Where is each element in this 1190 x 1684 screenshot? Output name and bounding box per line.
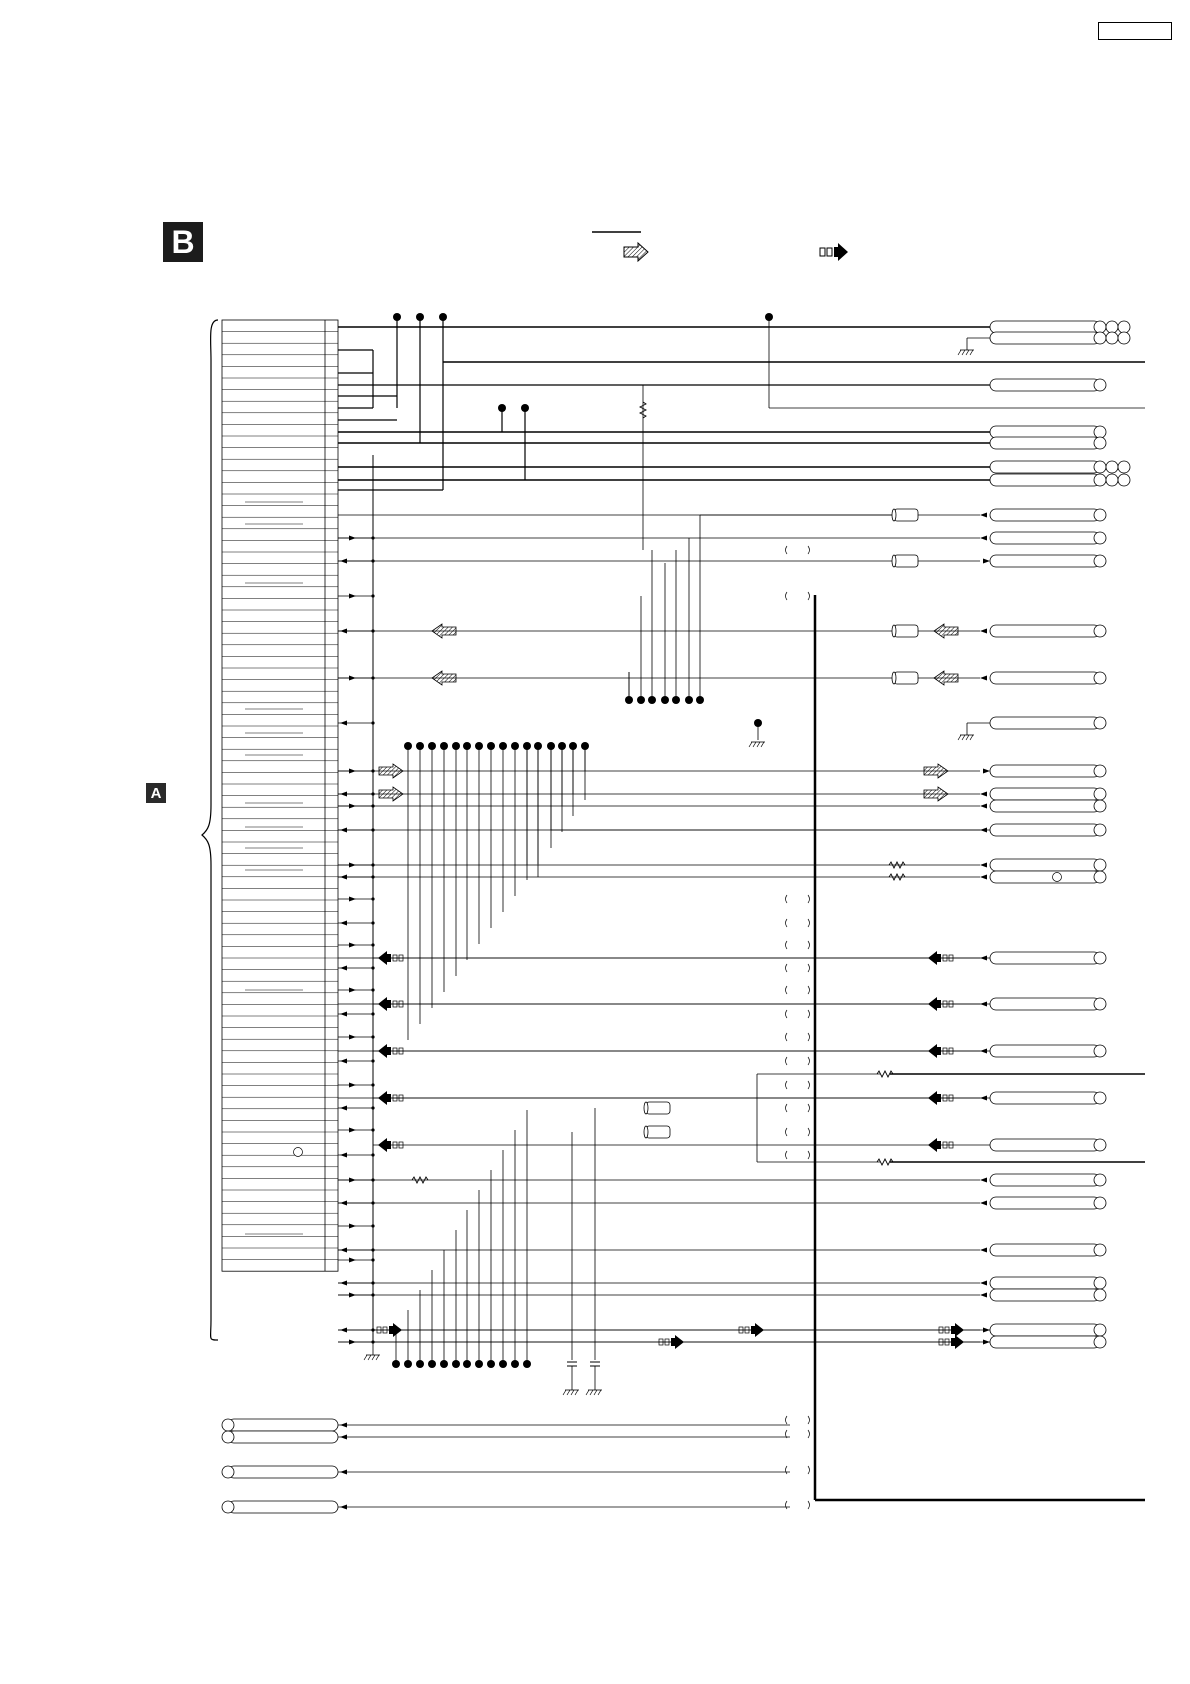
hatched-signal-arrow-icon — [379, 764, 403, 778]
crossover-mark — [786, 1081, 788, 1089]
hatched-signal-arrow-icon — [432, 671, 456, 685]
arrow-right-icon — [349, 1128, 356, 1133]
pin-marker — [294, 1148, 303, 1157]
junction-dot — [672, 696, 680, 704]
shield-icon — [892, 555, 918, 567]
connector-terminal — [990, 509, 1106, 521]
junction-node — [371, 921, 374, 924]
shield-icon — [892, 625, 918, 637]
dotted-signal-arrow-icon — [378, 1044, 403, 1058]
junction-node — [371, 1178, 374, 1181]
junction-dot — [428, 1360, 436, 1368]
junction-dot — [416, 1360, 424, 1368]
arrow-left-icon — [340, 1248, 347, 1253]
arrow-right-icon — [349, 943, 356, 948]
pin-marker — [1053, 873, 1062, 882]
crossover-mark — [808, 1466, 810, 1474]
crossover-mark — [808, 1128, 810, 1136]
arrow-left-icon — [340, 828, 347, 833]
junction-node — [371, 1035, 374, 1038]
arrow-left-icon — [340, 1201, 347, 1206]
arrow-left-icon — [340, 1153, 347, 1158]
arrow-right-icon — [349, 1340, 356, 1345]
connector-terminal — [990, 859, 1106, 871]
junction-node — [371, 769, 374, 772]
junction-dot — [416, 313, 424, 321]
ground-icon — [563, 1390, 579, 1395]
arrow-right-icon — [349, 676, 356, 681]
connector-terminal — [222, 1431, 338, 1443]
arrow-left-icon — [980, 536, 987, 541]
connector-terminal — [990, 1139, 1106, 1151]
junction-node — [371, 1128, 374, 1131]
dotted-signal-arrow-icon — [659, 1335, 684, 1349]
junction-node — [371, 629, 374, 632]
junction-dot — [393, 313, 401, 321]
connector-terminal — [990, 800, 1106, 812]
junction-dot — [392, 1360, 400, 1368]
junction-dot — [475, 742, 483, 750]
junction-node — [371, 1224, 374, 1227]
junction-node — [371, 536, 374, 539]
crossover-mark — [786, 895, 788, 903]
arrow-right-icon — [349, 1224, 356, 1229]
junction-node — [371, 1106, 374, 1109]
junction-dot — [547, 742, 555, 750]
arrow-right-icon — [983, 769, 990, 774]
connector-terminal — [222, 1501, 338, 1513]
dotted-signal-arrow-icon — [378, 1138, 403, 1152]
junction-node — [371, 804, 374, 807]
arrow-left-icon — [340, 1012, 347, 1017]
dotted-signal-arrow-icon — [928, 1138, 953, 1152]
junction-dot — [521, 404, 529, 412]
connector-terminal — [990, 824, 1106, 836]
arrow-left-icon — [980, 1201, 987, 1206]
hatched-signal-arrow-icon — [934, 671, 958, 685]
section-marker-b: B — [163, 222, 203, 262]
dotted-signal-arrow-icon — [378, 951, 403, 965]
connector-terminal — [990, 321, 1130, 333]
arrow-left-icon — [980, 676, 987, 681]
hatched-signal-arrow-icon — [934, 624, 958, 638]
junction-dot — [648, 696, 656, 704]
legend — [592, 232, 848, 261]
junction-dot — [416, 742, 424, 750]
section-marker-a: A — [146, 783, 166, 803]
connector-terminal — [990, 1092, 1106, 1104]
crossover-mark — [808, 1010, 810, 1018]
junction-dot — [439, 313, 447, 321]
junction-dot — [534, 742, 542, 750]
arrow-left-icon — [340, 559, 347, 564]
crossover-mark — [786, 964, 788, 972]
ground-icon — [586, 1390, 602, 1395]
connector-terminal — [222, 1419, 338, 1431]
arrow-left-icon — [340, 1106, 347, 1111]
crossover-mark — [808, 1151, 810, 1159]
arrow-right-icon — [349, 1258, 356, 1263]
crossover-mark — [786, 1416, 788, 1424]
junction-dot — [685, 696, 693, 704]
junction-node — [371, 828, 374, 831]
arrow-right-icon — [349, 1083, 356, 1088]
junction-node — [371, 943, 374, 946]
crossover-mark — [808, 1430, 810, 1438]
crossover-mark — [786, 1010, 788, 1018]
arrow-left-icon — [340, 721, 347, 726]
arrow-left-icon — [980, 875, 987, 880]
junction-dot — [581, 742, 589, 750]
connector-terminal — [990, 952, 1106, 964]
junction-dot — [511, 1360, 519, 1368]
connector-terminal — [990, 1244, 1106, 1256]
junction-node — [371, 676, 374, 679]
junction-dot — [463, 1360, 471, 1368]
junction-node — [371, 1083, 374, 1086]
arrow-right-icon — [349, 769, 356, 774]
junction-dot — [523, 1360, 531, 1368]
connector-terminal — [990, 532, 1106, 544]
arrow-left-icon — [980, 513, 987, 518]
arrow-right-icon — [349, 594, 356, 599]
connector-terminal — [990, 1324, 1106, 1336]
crossover-mark — [808, 895, 810, 903]
dotted-arrow-icon — [820, 243, 848, 261]
connector-terminal — [990, 871, 1106, 883]
crossover-mark — [786, 1151, 788, 1159]
hatched-signal-arrow-icon — [924, 787, 948, 801]
hatched-signal-arrow-icon — [432, 624, 456, 638]
arrow-right-icon — [349, 863, 356, 868]
junction-dot — [404, 742, 412, 750]
arrow-left-icon — [980, 1281, 987, 1286]
junction-node — [371, 1012, 374, 1015]
junction-node — [371, 1059, 374, 1062]
connector-terminal — [990, 474, 1130, 486]
junction-node — [371, 559, 374, 562]
crossover-mark — [808, 592, 810, 600]
ground-icon — [364, 1355, 380, 1360]
shield-icon — [892, 672, 918, 684]
arrow-left-icon — [340, 1328, 347, 1333]
crossover-mark — [808, 1416, 810, 1424]
arrow-left-icon — [340, 1435, 347, 1440]
connector-terminal — [990, 998, 1106, 1010]
junction-dot — [487, 742, 495, 750]
arrow-left-icon — [340, 966, 347, 971]
arrow-left-icon — [980, 792, 987, 797]
arrow-left-icon — [980, 863, 987, 868]
junction-dot — [511, 742, 519, 750]
junction-node — [371, 966, 374, 969]
arrow-left-icon — [980, 1178, 987, 1183]
crossover-mark — [786, 1501, 788, 1509]
junction-dot — [440, 1360, 448, 1368]
crossover-mark — [808, 1104, 810, 1112]
dotted-signal-arrow-icon — [739, 1323, 764, 1337]
arrow-left-icon — [980, 629, 987, 634]
connector-terminal — [990, 461, 1130, 473]
arrow-left-icon — [980, 1248, 987, 1253]
capacitor-icon — [590, 1362, 600, 1366]
dotted-signal-arrow-icon — [378, 997, 403, 1011]
hatched-arrow-icon — [624, 243, 648, 261]
connector-terminal — [990, 765, 1106, 777]
junction-dot — [625, 696, 633, 704]
arrow-left-icon — [980, 804, 987, 809]
crossover-mark — [786, 1104, 788, 1112]
junction-dot — [499, 742, 507, 750]
junction-node — [371, 1258, 374, 1261]
connector-terminal — [990, 1045, 1106, 1057]
arrow-left-icon — [340, 1505, 347, 1510]
junction-dot — [487, 1360, 495, 1368]
junction-dot — [637, 696, 645, 704]
arrow-left-icon — [340, 1423, 347, 1428]
junction-node — [371, 1293, 374, 1296]
connector-terminal — [990, 1174, 1106, 1186]
connector-terminal — [990, 1277, 1106, 1289]
crossover-mark — [808, 546, 810, 554]
arrow-left-icon — [340, 1281, 347, 1286]
junction-node — [371, 594, 374, 597]
connector-terminal — [990, 1197, 1106, 1209]
ground-icon — [958, 735, 974, 740]
connector-terminal — [990, 1289, 1106, 1301]
arrow-right-icon — [349, 1293, 356, 1298]
junction-node — [371, 792, 374, 795]
crossover-mark — [786, 546, 788, 554]
crossover-mark — [808, 1033, 810, 1041]
junction-node — [371, 863, 374, 866]
connector-terminal — [222, 1466, 338, 1478]
junction-dot — [452, 1360, 460, 1368]
arrow-right-icon — [349, 988, 356, 993]
junction-dot — [452, 742, 460, 750]
arrow-right-icon — [349, 536, 356, 541]
junction-dot — [558, 742, 566, 750]
connector-terminal — [990, 672, 1106, 684]
junction-node — [371, 988, 374, 991]
junction-dot — [428, 742, 436, 750]
terminals — [222, 321, 1130, 1513]
arrow-right-icon — [349, 1178, 356, 1183]
shield-icon — [892, 509, 918, 521]
arrow-left-icon — [340, 1059, 347, 1064]
arrow-left-icon — [340, 921, 347, 926]
crossover-mark — [786, 986, 788, 994]
connector-block — [222, 320, 338, 1271]
junction-dot — [463, 742, 471, 750]
crossover-mark — [808, 1081, 810, 1089]
connector-terminal — [990, 788, 1106, 800]
arrow-right-icon — [349, 1035, 356, 1040]
arrow-right-icon — [983, 559, 990, 564]
arrow-left-icon — [340, 792, 347, 797]
connector-terminal — [990, 379, 1106, 391]
components — [364, 350, 1062, 1509]
crossover-mark — [786, 1466, 788, 1474]
dotted-signal-arrow-icon — [939, 1323, 964, 1337]
crossover-mark — [808, 1057, 810, 1065]
junction-node — [371, 897, 374, 900]
arrow-left-icon — [340, 1470, 347, 1475]
arrow-right-icon — [349, 897, 356, 902]
connector-terminal — [990, 332, 1130, 344]
junction-dot — [754, 719, 762, 727]
shield-icon — [644, 1126, 670, 1138]
connector-terminal — [990, 625, 1106, 637]
arrow-left-icon — [340, 875, 347, 880]
junction-node — [371, 1281, 374, 1284]
hatched-signal-arrow-icon — [379, 787, 403, 801]
crossover-mark — [786, 1057, 788, 1065]
arrow-left-icon — [980, 1293, 987, 1298]
junction-dot — [499, 1360, 507, 1368]
dotted-signal-arrow-icon — [928, 951, 953, 965]
connector-terminal — [990, 555, 1106, 567]
junction-dot — [440, 742, 448, 750]
junction-dot — [404, 1360, 412, 1368]
connector-terminal — [990, 426, 1106, 438]
dotted-signal-arrow-icon — [377, 1323, 402, 1337]
junction-dot — [523, 742, 531, 750]
crossover-mark — [808, 941, 810, 949]
crossover-mark — [786, 919, 788, 927]
junction-node — [371, 1340, 374, 1343]
crossover-mark — [786, 1033, 788, 1041]
capacitor-icon — [567, 1362, 577, 1366]
junction-dot — [475, 1360, 483, 1368]
connector-terminal — [990, 437, 1106, 449]
junction-dot — [569, 742, 577, 750]
connector-terminal — [990, 1336, 1106, 1348]
group-brace — [202, 320, 218, 1340]
junction-node — [371, 1328, 374, 1331]
dotted-signal-arrow-icon — [939, 1335, 964, 1349]
junction-node — [371, 1201, 374, 1204]
crossover-mark — [786, 941, 788, 949]
crossover-mark — [786, 592, 788, 600]
crossover-mark — [808, 919, 810, 927]
dotted-signal-arrow-icon — [928, 1091, 953, 1105]
arrow-right-icon — [349, 804, 356, 809]
junction-node — [371, 1248, 374, 1251]
junction-node — [371, 721, 374, 724]
junction-dot — [696, 696, 704, 704]
junction-dot — [765, 313, 773, 321]
ground-icon — [749, 742, 765, 747]
crossover-mark — [808, 986, 810, 994]
hatched-signal-arrow-icon — [924, 764, 948, 778]
junction-node — [371, 1153, 374, 1156]
crossover-mark — [808, 964, 810, 972]
junction-dot — [661, 696, 669, 704]
junction-dot — [498, 404, 506, 412]
arrow-left-icon — [340, 629, 347, 634]
crossover-mark — [808, 1501, 810, 1509]
shield-icon — [644, 1102, 670, 1114]
connector-terminal — [990, 717, 1106, 729]
dotted-signal-arrow-icon — [928, 1044, 953, 1058]
junction-node — [371, 875, 374, 878]
ground-icon — [958, 350, 974, 355]
dotted-signal-arrow-icon — [378, 1091, 403, 1105]
dotted-signal-arrow-icon — [928, 997, 953, 1011]
crossover-mark — [786, 1128, 788, 1136]
